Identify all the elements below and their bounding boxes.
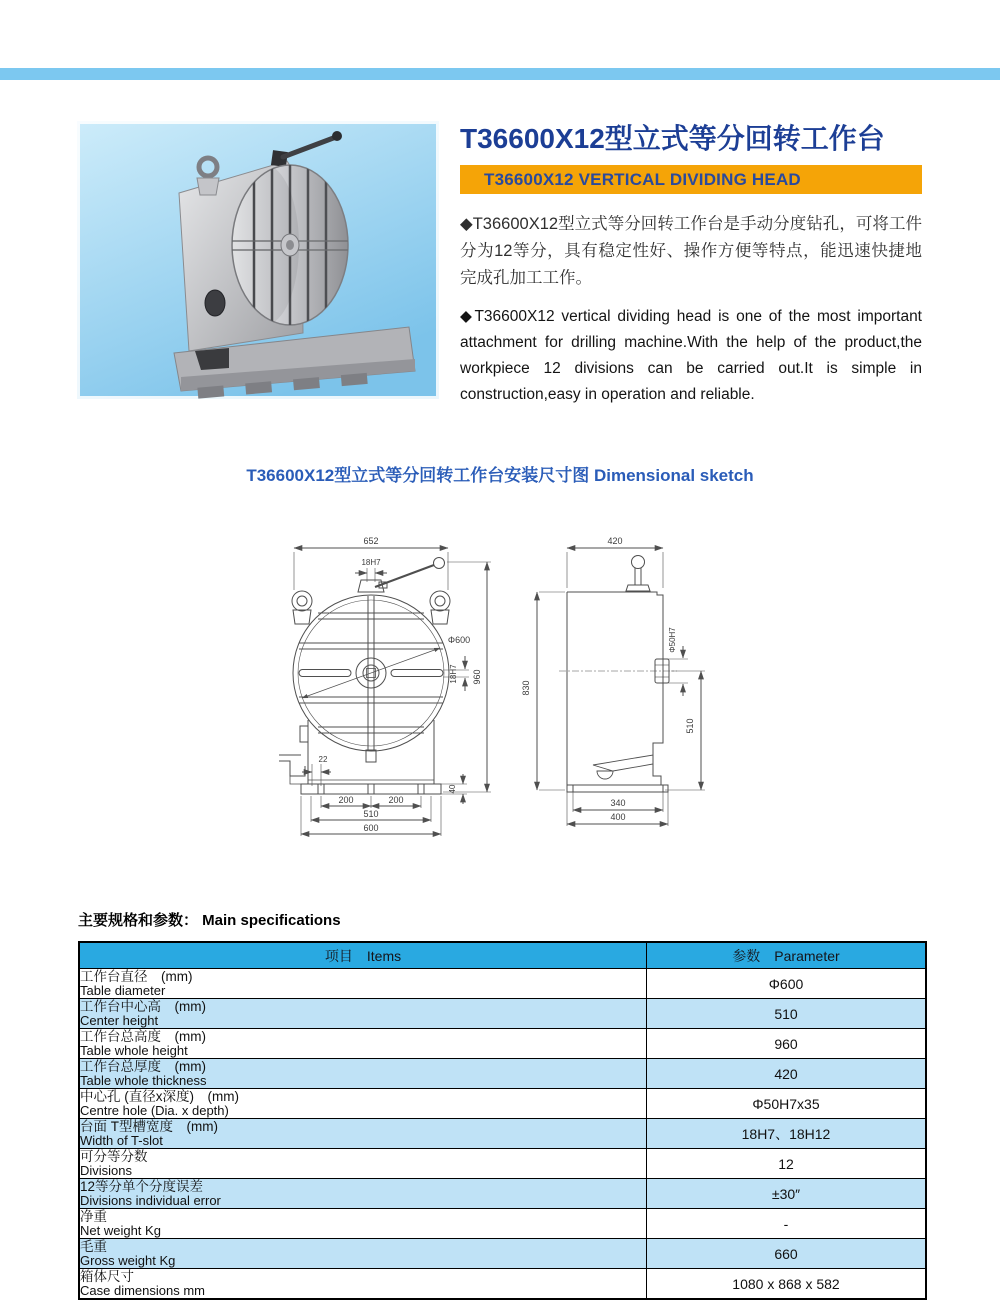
parameter-cell: Φ50H7x35: [647, 1089, 927, 1119]
items-cell: [79, 1059, 647, 1089]
table-row: [79, 1029, 926, 1059]
item-label-en: Table whole height: [80, 1043, 188, 1058]
item-label-cn: 毛重: [80, 1239, 107, 1254]
item-label-en: Case dimensions mm: [80, 1283, 205, 1298]
product-banner: [460, 165, 922, 194]
side-view-geometry: [537, 548, 705, 826]
parameter-cell: 1080 x 868 x 582: [647, 1269, 927, 1300]
item-label-cn: 中心孔 (直径x深度) (mm): [80, 1089, 239, 1104]
table-row: [79, 1179, 926, 1209]
sketch-title: T36600X12型立式等分回转工作台安装尺寸图 Dimensional sketch: [246, 466, 754, 485]
specs-table: [78, 941, 927, 1300]
items-cell: [79, 1209, 647, 1239]
items-cell: [79, 1149, 647, 1179]
front-dim-200-right: 200: [388, 795, 404, 805]
items-cell: [79, 1119, 647, 1149]
parameter-cell: 960: [647, 1029, 927, 1059]
table-row: [79, 1269, 926, 1300]
description-cn: ◆T36600X12型立式等分回转工作台是手动分度钻孔，可将工件分为12等分，具有稳定性好、操作方便等特点，能迅速快捷地完成孔加工工作。: [460, 215, 922, 287]
front-dim-510: 510: [363, 809, 379, 819]
front-dim-200-left: 200: [338, 795, 354, 805]
items-cell: [79, 1089, 647, 1119]
parameter-cell: ±30″: [647, 1179, 927, 1209]
specs-header-row: [79, 942, 926, 969]
table-row: [79, 1239, 926, 1269]
front-dim-18h7-top: 18H7: [361, 558, 381, 567]
side-dim-830: 830: [521, 680, 531, 696]
parameter-cell: Φ600: [647, 969, 927, 999]
item-label-cn: 工作台总厚度 (mm): [80, 1059, 206, 1074]
item-label-cn: 12等分单个分度误差: [80, 1179, 204, 1194]
side-dim-510: 510: [685, 718, 695, 734]
specs-heading: 主要规格和参数： Main specifications: [78, 912, 341, 929]
items-cell: [79, 969, 647, 999]
front-view-drawing: [271, 528, 501, 848]
top-accent-bar: [0, 68, 1000, 80]
front-dim-18h7-side: 18H7: [449, 664, 458, 684]
table-row: [79, 999, 926, 1029]
item-label-en: Center height: [80, 1013, 159, 1028]
side-dim-340: 340: [610, 798, 626, 808]
product-info: [460, 122, 922, 408]
table-row: [79, 1059, 926, 1089]
items-cell: [79, 999, 647, 1029]
item-label-cn: 净重: [80, 1209, 107, 1224]
items-cell: [79, 1269, 647, 1300]
item-label-en: Table whole thickness: [80, 1073, 207, 1088]
side-dim-50h7: Φ50H7: [668, 627, 677, 653]
item-label-en: Width of T-slot: [80, 1133, 163, 1148]
table-row: [79, 1089, 926, 1119]
parameter-cell: 510: [647, 999, 927, 1029]
item-label-cn: 箱体尺寸: [80, 1269, 134, 1284]
items-cell: [79, 1029, 647, 1059]
product-banner-text: T36600X12 VERTICAL DIVIDING HEAD: [484, 169, 801, 189]
item-label-en: Divisions: [80, 1163, 133, 1178]
parameter-cell: 18H7、18H12: [647, 1119, 927, 1149]
front-view-labels: [319, 536, 482, 833]
front-dim-22: 22: [318, 755, 328, 764]
parameter-cell: -: [647, 1209, 927, 1239]
front-view-geometry: [279, 548, 491, 836]
items-cell: [79, 1179, 647, 1209]
front-dim-600: 600: [363, 823, 379, 833]
product-title: T36600X12型立式等分回转工作台: [460, 123, 885, 154]
front-dim-40: 40: [448, 784, 457, 794]
item-label-en: Centre hole (Dia. x depth): [80, 1103, 229, 1118]
column-header-items: 项目 Items: [79, 942, 647, 969]
product-photo-illustration: [77, 121, 439, 399]
item-label-cn: 工作台总高度 (mm): [80, 1029, 206, 1044]
description-en: ◆T36600X12 vertical dividing head is one of the most important attachment for drilling machine.With the help of the product,the workpiece 12 divisions can be carried out.It is simple in construction,easy in operation and reliable.: [460, 308, 922, 403]
item-label-cn: 台面 T型槽宽度 (mm): [80, 1119, 218, 1134]
item-label-cn: 工作台中心高 (mm): [80, 999, 206, 1014]
parameter-cell: 12: [647, 1149, 927, 1179]
table-row: [79, 1209, 926, 1239]
column-header-parameter: 参数 Parameter: [647, 942, 927, 969]
parameter-cell: 420: [647, 1059, 927, 1089]
front-dim-960: 960: [472, 669, 482, 685]
item-label-en: Gross weight Kg: [80, 1253, 176, 1268]
side-dim-400: 400: [610, 812, 626, 822]
item-label-cn: 可分等分数: [80, 1149, 148, 1164]
item-label-en: Divisions individual error: [80, 1193, 221, 1208]
item-label-en: Table diameter: [80, 983, 166, 998]
side-dim-420: 420: [607, 536, 623, 546]
front-dim-652: 652: [363, 536, 379, 546]
items-cell: [79, 1239, 647, 1269]
table-row: [79, 969, 926, 999]
table-row: [79, 1119, 926, 1149]
product-photo: [77, 121, 439, 399]
item-label-cn: 工作台直径 (mm): [80, 969, 193, 984]
front-dim-dia600: Φ600: [447, 635, 471, 645]
side-view-drawing: [505, 528, 725, 848]
parameter-cell: 660: [647, 1239, 927, 1269]
table-row: [79, 1149, 926, 1179]
item-label-en: Net weight Kg: [80, 1223, 161, 1238]
